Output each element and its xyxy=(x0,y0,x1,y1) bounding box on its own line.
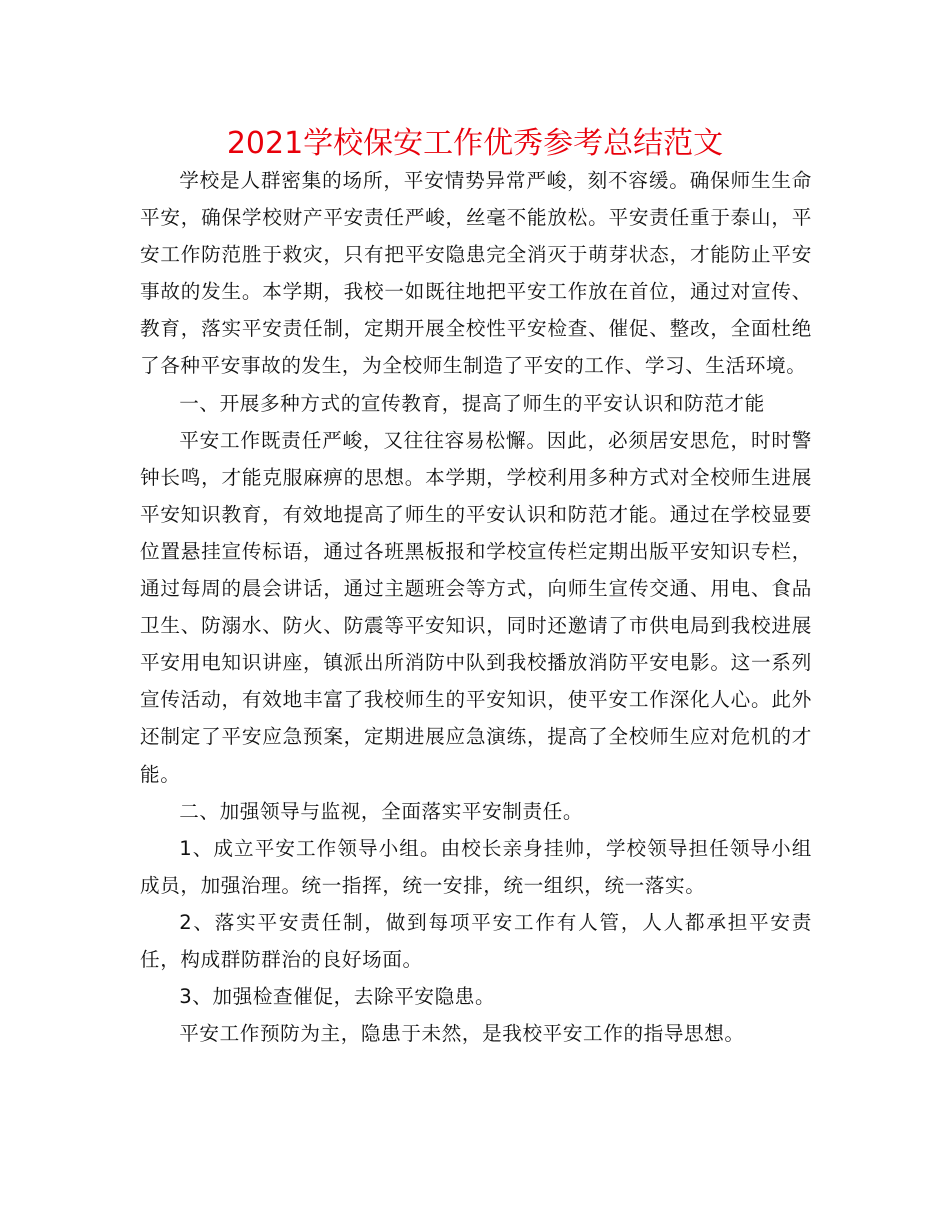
paragraph-prevention: 平安工作预防为主，隐患于未然，是我校平安工作的指导思想。 xyxy=(179,1022,745,1046)
paragraph-publicity: 平安工作既责任严峻，又往往容易松懈。因此，必须居安思危，时时警钟长鸣，才能克服麻痹的思想。本学期，学校利用多种方式对全校师生进展平安知识教育，有效地提高了师生的平安认识和防范才能。通过在学校显要位置悬挂宣传标语，通过各班黑板报和学校宣传栏定期出版平安知识专栏，通过每周的晨会讲话，通过主题班会等方式，向师生宣传交通、用电、食品卫生、防溺水、防火、防震等平安知识，同时还邀请了市供电局到我校进展平安用电知识讲座，镇派出所消防中队到我校播放消防平安电影。这一系列宣传活动，有效地丰富了我校师生的平安知识，使平安工作深化人心。此外还制定了平安应急预案，定期进展应急演练，提高了全校师生应对危机的才能。 xyxy=(140,428,812,786)
paragraph-item-3: 3、加强检查催促，去除平安隐患。 xyxy=(179,985,496,1009)
paragraph-item-2: 2、落实平安责任制，做到每项平安工作有人管，人人都承担平安责任，构成群防群治的良好场面。 xyxy=(140,910,812,971)
paragraph-item-1: 1、成立平安工作领导小组。由校长亲身挂帅，学校领导担任领导小组成员，加强治理。统一指挥，统一安排，统一组织，统一落实。 xyxy=(140,836,812,897)
document-body xyxy=(140,162,812,1052)
section-heading-1: 一、开展多种方式的宣传教育，提高了师生的平安认识和防范才能 xyxy=(179,391,765,415)
paragraph-intro: 学校是人群密集的场所，平安情势异常严峻，刻不容缓。确保师生生命平安，确保学校财产平安责任严峻，丝毫不能放松。平安责任重于泰山，平安工作防范胜于救灾，只有把平安隐患完全消灭于萌芽状态，才能防止平安事故的发生。本学期，我校一如既往地把平安工作放在首位，通过对宣传、教育，落实平安责任制，定期开展全校性平安检查、催促、整改，全面杜绝了各种平安事故的发生，为全校师生制造了平安的工作、学习、生活环境。 xyxy=(140,169,812,378)
section-heading-2: 二、加强领导与监视，全面落实平安制责任。 xyxy=(179,799,584,823)
document-title: 2021学校保安工作优秀参考总结范文 xyxy=(226,126,724,161)
